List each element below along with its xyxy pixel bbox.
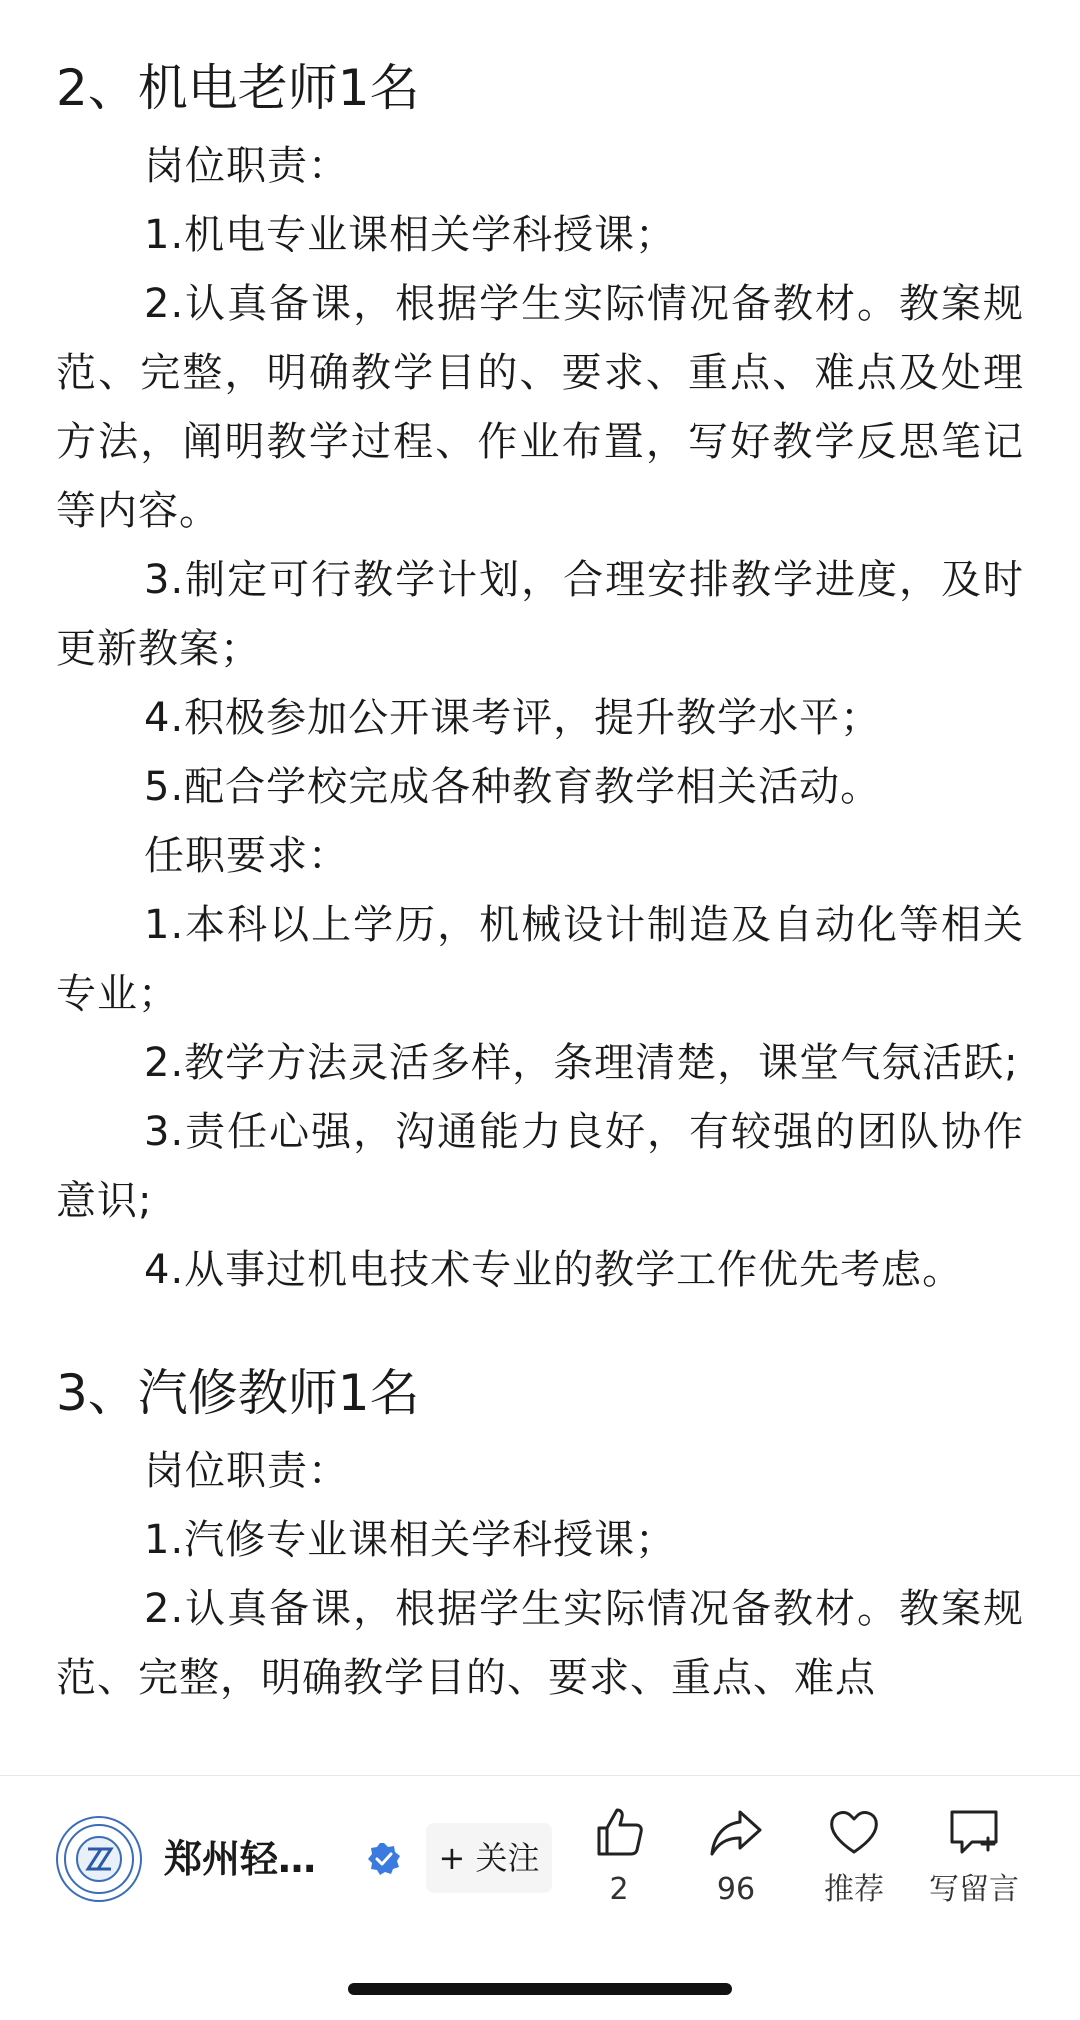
article-paragraph: 2.教学方法灵活多样，条理清楚，课堂气氛活跃; [144,1040,1019,1086]
like-button[interactable] [564,1804,674,1924]
article-paragraph: 3.责任心强，沟通能力良好，有较强的团队协作意识; [56,1109,1024,1224]
article-paragraph: 3.制定可行教学计划，合理安排教学进度，及时更新教案； [56,557,1024,672]
article-paragraph: 1.机电专业课相关学科授课； [144,212,677,258]
recommend-button[interactable] [799,1804,909,1924]
comment-icon [946,1804,1002,1860]
heart-icon [826,1804,882,1860]
article-paragraph: 岗位职责： [144,1448,349,1494]
share-count: 96 [716,1872,756,1907]
article-paragraph: 2.认真备课，根据学生实际情况备教材。教案规范、完整，明确教学目的、要求、重点、难点 [56,1586,1024,1701]
verified-icon [366,1841,402,1877]
share-icon [708,1804,764,1860]
bottom-action-bar [0,1775,1080,2020]
thumbs-up-icon [591,1804,647,1860]
like-count: 2 [609,1872,629,1907]
section-title-3: 3、汽修教师1名 [56,1364,420,1422]
recommend-label: 推荐 [824,1872,884,1907]
article-paragraph: 岗位职责： [144,143,349,189]
article-paragraph: 1.汽修专业课相关学科授课； [144,1517,677,1563]
article-paragraph: 任职要求： [144,833,349,879]
section-title-2: 2、机电老师1名 [56,59,420,117]
article-paragraph: 1.本科以上学历，机械设计制造及自动化等相关专业； [56,902,1024,1017]
home-indicator[interactable] [348,1983,732,1995]
article-paragraph: 5.配合学校完成各种教育教学相关活动。 [144,764,882,810]
account-name[interactable]: 郑州轻… [164,1837,317,1881]
account-logo-icon[interactable] [56,1816,142,1902]
follow-button[interactable]: + 关注 [426,1823,552,1893]
share-button[interactable] [681,1804,791,1924]
comment-button[interactable] [919,1804,1029,1924]
article-paragraph: 4.从事过机电技术专业的教学工作优先考虑。 [144,1247,964,1293]
article-paragraph: 2.认真备课，根据学生实际情况备教材。教案规范、完整，明确教学目的、要求、重点、难点及处理方法，阐明教学过程、作业布置，写好教学反思笔记等内容。 [56,281,1024,534]
comment-label: 写留言 [929,1872,1019,1907]
article-paragraph: 4.积极参加公开课考评，提升教学水平； [144,695,882,741]
